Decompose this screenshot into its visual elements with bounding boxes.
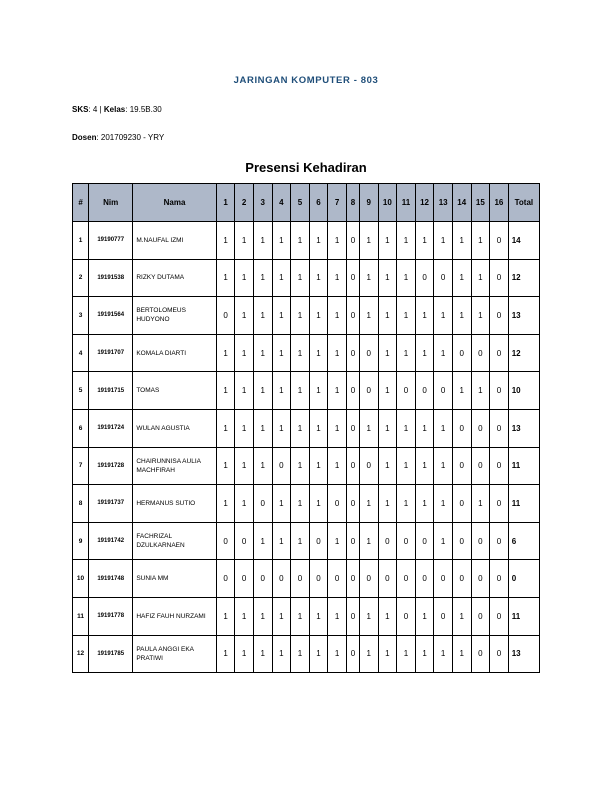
attendance-cell: 0	[328, 560, 347, 598]
attendance-cell: 1	[253, 259, 272, 297]
attendance-cell: 1	[216, 635, 235, 673]
nim-cell: 19191742	[89, 522, 133, 560]
attendance-cell: 1	[378, 409, 397, 447]
name-cell: SUNIA MM	[133, 560, 216, 598]
nim-cell: 19191538	[89, 259, 133, 297]
sks-label: SKS	[72, 105, 89, 114]
name-cell: PAULA ANGGI EKA PRATIWI	[133, 635, 216, 673]
attendance-cell: 0	[359, 447, 378, 485]
attendance-cell: 0	[490, 485, 509, 523]
row-number-cell: 5	[73, 372, 89, 410]
column-header: 6	[309, 184, 328, 222]
attendance-cell: 1	[253, 635, 272, 673]
lecturer-info-line	[72, 133, 164, 142]
course-info-line	[72, 105, 162, 114]
total-cell: 14	[508, 222, 539, 260]
attendance-cell: 1	[378, 635, 397, 673]
attendance-cell: 0	[397, 522, 416, 560]
nim-cell: 19191748	[89, 560, 133, 598]
column-header: 9	[359, 184, 378, 222]
row-number-cell: 2	[73, 259, 89, 297]
attendance-cell: 1	[291, 597, 310, 635]
attendance-cell: 1	[309, 222, 328, 260]
attendance-cell: 1	[378, 372, 397, 410]
attendance-cell: 1	[291, 635, 310, 673]
attendance-cell: 1	[272, 297, 291, 335]
column-header: 2	[235, 184, 254, 222]
attendance-cell: 1	[291, 259, 310, 297]
attendance-cell: 1	[434, 447, 453, 485]
attendance-cell: 1	[434, 222, 453, 260]
total-cell: 10	[508, 372, 539, 410]
attendance-cell: 1	[272, 409, 291, 447]
attendance-cell: 1	[328, 522, 347, 560]
attendance-cell: 1	[359, 485, 378, 523]
attendance-cell: 1	[359, 297, 378, 335]
attendance-cell: 1	[415, 409, 434, 447]
table-body	[73, 222, 540, 673]
column-header: Total	[508, 184, 539, 222]
attendance-cell: 1	[216, 447, 235, 485]
attendance-cell: 1	[216, 409, 235, 447]
attendance-cell: 1	[328, 447, 347, 485]
row-number-cell: 10	[73, 560, 89, 598]
kelas-value: : 19.5B.30	[125, 105, 162, 114]
column-header: 13	[434, 184, 453, 222]
total-cell: 11	[508, 485, 539, 523]
attendance-cell: 0	[378, 522, 397, 560]
attendance-cell: 0	[471, 560, 490, 598]
attendance-cell: 1	[235, 222, 254, 260]
attendance-cell: 1	[309, 635, 328, 673]
attendance-cell: 1	[272, 635, 291, 673]
attendance-cell: 1	[452, 297, 471, 335]
total-cell: 11	[508, 447, 539, 485]
attendance-cell: 0	[346, 334, 359, 372]
attendance-cell: 1	[434, 485, 453, 523]
attendance-cell: 1	[397, 222, 416, 260]
attendance-cell: 1	[253, 222, 272, 260]
attendance-cell: 0	[328, 485, 347, 523]
attendance-cell: 1	[434, 297, 453, 335]
attendance-cell: 0	[452, 522, 471, 560]
attendance-cell: 1	[415, 485, 434, 523]
attendance-cell: 1	[253, 522, 272, 560]
attendance-cell: 1	[397, 334, 416, 372]
attendance-cell: 1	[378, 447, 397, 485]
name-cell: M.NAUFAL IZMI	[133, 222, 216, 260]
attendance-cell: 1	[359, 597, 378, 635]
attendance-cell: 1	[471, 485, 490, 523]
attendance-cell: 1	[397, 297, 416, 335]
attendance-cell: 1	[378, 297, 397, 335]
name-cell: RIZKY DUTAMA	[133, 259, 216, 297]
attendance-cell: 0	[490, 447, 509, 485]
attendance-cell: 0	[397, 560, 416, 598]
attendance-cell: 0	[359, 372, 378, 410]
attendance-cell: 1	[397, 447, 416, 485]
attendance-cell: 0	[346, 597, 359, 635]
attendance-cell: 1	[253, 334, 272, 372]
attendance-cell: 1	[378, 334, 397, 372]
attendance-cell: 1	[272, 222, 291, 260]
attendance-cell: 0	[378, 560, 397, 598]
attendance-cell: 0	[471, 334, 490, 372]
attendance-cell: 1	[359, 222, 378, 260]
attendance-cell: 0	[490, 522, 509, 560]
attendance-cell: 0	[452, 447, 471, 485]
column-header: 8	[346, 184, 359, 222]
attendance-cell: 0	[452, 560, 471, 598]
nim-cell: 19191715	[89, 372, 133, 410]
attendance-cell: 1	[309, 597, 328, 635]
nim-cell: 19190777	[89, 222, 133, 260]
table-row	[73, 635, 540, 673]
attendance-cell: 0	[216, 560, 235, 598]
row-number-cell: 11	[73, 597, 89, 635]
attendance-cell: 1	[378, 222, 397, 260]
attendance-cell: 1	[309, 409, 328, 447]
kelas-label: Kelas	[103, 105, 126, 114]
attendance-cell: 0	[309, 560, 328, 598]
attendance-cell: 1	[216, 222, 235, 260]
attendance-cell: 1	[359, 635, 378, 673]
row-number-cell: 9	[73, 522, 89, 560]
table-header-row	[73, 184, 540, 222]
attendance-cell: 1	[359, 409, 378, 447]
table-row	[73, 372, 540, 410]
attendance-cell: 0	[216, 297, 235, 335]
attendance-cell: 1	[216, 334, 235, 372]
attendance-cell: 0	[346, 485, 359, 523]
table-row	[73, 597, 540, 635]
attendance-cell: 0	[490, 297, 509, 335]
table-row	[73, 297, 540, 335]
attendance-cell: 1	[253, 447, 272, 485]
attendance-cell: 0	[471, 409, 490, 447]
column-header: 1	[216, 184, 235, 222]
attendance-cell: 1	[359, 259, 378, 297]
attendance-cell: 0	[490, 222, 509, 260]
attendance-cell: 1	[309, 297, 328, 335]
table-row	[73, 409, 540, 447]
attendance-cell: 1	[359, 522, 378, 560]
attendance-cell: 0	[415, 372, 434, 410]
attendance-cell: 0	[346, 522, 359, 560]
sks-value: : 4 |	[88, 105, 102, 114]
attendance-cell: 1	[235, 485, 254, 523]
attendance-cell: 0	[359, 560, 378, 598]
attendance-cell: 0	[346, 635, 359, 673]
attendance-cell: 0	[452, 409, 471, 447]
attendance-cell: 0	[490, 560, 509, 598]
attendance-cell: 1	[235, 297, 254, 335]
attendance-cell: 1	[415, 447, 434, 485]
attendance-cell: 1	[272, 259, 291, 297]
table-row	[73, 485, 540, 523]
attendance-cell: 1	[434, 522, 453, 560]
attendance-cell: 0	[471, 635, 490, 673]
attendance-cell: 1	[471, 372, 490, 410]
attendance-cell: 0	[490, 635, 509, 673]
attendance-cell: 0	[471, 522, 490, 560]
attendance-cell: 0	[397, 372, 416, 410]
attendance-cell: 0	[346, 222, 359, 260]
table-row	[73, 334, 540, 372]
attendance-cell: 0	[434, 560, 453, 598]
attendance-cell: 0	[415, 522, 434, 560]
attendance-cell: 1	[253, 297, 272, 335]
attendance-cell: 1	[471, 297, 490, 335]
attendance-cell: 0	[216, 522, 235, 560]
row-number-cell: 3	[73, 297, 89, 335]
name-cell: HERMANUS SUTIO	[133, 485, 216, 523]
attendance-cell: 1	[397, 635, 416, 673]
table-row	[73, 522, 540, 560]
attendance-cell: 0	[397, 597, 416, 635]
attendance-cell: 0	[415, 259, 434, 297]
table-row	[73, 560, 540, 598]
attendance-heading: Presensi Kehadiran	[245, 160, 367, 175]
total-cell: 13	[508, 635, 539, 673]
total-cell: 12	[508, 334, 539, 372]
attendance-cell: 1	[235, 635, 254, 673]
attendance-cell: 1	[328, 409, 347, 447]
column-header: 10	[378, 184, 397, 222]
attendance-cell: 1	[235, 597, 254, 635]
attendance-cell: 1	[291, 372, 310, 410]
attendance-cell: 1	[328, 372, 347, 410]
attendance-cell: 1	[452, 259, 471, 297]
attendance-cell: 1	[397, 409, 416, 447]
attendance-cell: 1	[415, 635, 434, 673]
attendance-cell: 1	[272, 372, 291, 410]
attendance-cell: 1	[291, 222, 310, 260]
attendance-cell: 1	[434, 334, 453, 372]
attendance-cell: 1	[272, 485, 291, 523]
column-header: 15	[471, 184, 490, 222]
name-cell: KOMALA DIARTI	[133, 334, 216, 372]
attendance-cell: 1	[328, 597, 347, 635]
name-cell: FACHRIZAL DZULKARNAEN	[133, 522, 216, 560]
name-cell: CHAIRUNNISA AULIA MACHFIRAH	[133, 447, 216, 485]
nim-cell: 19191564	[89, 297, 133, 335]
attendance-cell: 0	[415, 560, 434, 598]
attendance-cell: 1	[415, 222, 434, 260]
attendance-cell: 1	[415, 334, 434, 372]
total-cell: 13	[508, 297, 539, 335]
attendance-cell: 0	[490, 597, 509, 635]
attendance-table	[72, 183, 540, 673]
nim-cell: 19191728	[89, 447, 133, 485]
attendance-cell: 1	[378, 485, 397, 523]
attendance-cell: 1	[235, 372, 254, 410]
table-row	[73, 222, 540, 260]
column-header: #	[73, 184, 89, 222]
attendance-cell: 1	[452, 222, 471, 260]
attendance-cell: 0	[490, 372, 509, 410]
attendance-cell: 1	[328, 334, 347, 372]
attendance-cell: 1	[328, 635, 347, 673]
row-number-cell: 7	[73, 447, 89, 485]
attendance-cell: 1	[216, 485, 235, 523]
attendance-cell: 0	[490, 409, 509, 447]
attendance-cell: 1	[291, 447, 310, 485]
attendance-cell: 0	[434, 259, 453, 297]
attendance-cell: 1	[291, 485, 310, 523]
column-header: Nama	[133, 184, 216, 222]
attendance-cell: 1	[309, 334, 328, 372]
attendance-cell: 1	[434, 409, 453, 447]
attendance-cell: 1	[434, 635, 453, 673]
name-cell: WULAN AGUSTIA	[133, 409, 216, 447]
attendance-cell: 1	[378, 597, 397, 635]
attendance-cell: 1	[216, 372, 235, 410]
row-number-cell: 12	[73, 635, 89, 673]
nim-cell: 19191785	[89, 635, 133, 673]
row-number-cell: 1	[73, 222, 89, 260]
attendance-cell: 1	[235, 259, 254, 297]
attendance-cell: 1	[216, 597, 235, 635]
attendance-cell: 1	[328, 297, 347, 335]
attendance-cell: 1	[309, 447, 328, 485]
attendance-cell: 1	[291, 409, 310, 447]
attendance-cell: 1	[253, 409, 272, 447]
attendance-cell: 0	[346, 297, 359, 335]
attendance-cell: 1	[415, 597, 434, 635]
attendance-cell: 1	[272, 522, 291, 560]
column-header: 3	[253, 184, 272, 222]
attendance-cell: 1	[253, 372, 272, 410]
document-title: JARINGAN KOMPUTER - 803	[233, 75, 379, 86]
attendance-cell: 1	[253, 597, 272, 635]
dosen-value: : 201709230 - YRY	[96, 133, 165, 142]
attendance-cell: 0	[235, 560, 254, 598]
column-header: 7	[328, 184, 347, 222]
attendance-cell: 1	[309, 485, 328, 523]
attendance-cell: 1	[309, 259, 328, 297]
name-cell: HAFIZ FAUH NURZAMI	[133, 597, 216, 635]
nim-cell: 19191724	[89, 409, 133, 447]
row-number-cell: 4	[73, 334, 89, 372]
column-header: 5	[291, 184, 310, 222]
attendance-cell: 1	[415, 297, 434, 335]
attendance-cell: 0	[346, 447, 359, 485]
attendance-cell: 0	[346, 372, 359, 410]
name-cell: TOMAS	[133, 372, 216, 410]
attendance-cell: 0	[253, 485, 272, 523]
attendance-cell: 0	[434, 597, 453, 635]
attendance-cell: 0	[434, 372, 453, 410]
table-row	[73, 447, 540, 485]
attendance-cell: 0	[471, 597, 490, 635]
attendance-cell: 0	[235, 522, 254, 560]
attendance-cell: 0	[272, 447, 291, 485]
attendance-cell: 1	[397, 485, 416, 523]
attendance-cell: 0	[359, 334, 378, 372]
row-number-cell: 6	[73, 409, 89, 447]
attendance-cell: 1	[378, 259, 397, 297]
table-row	[73, 259, 540, 297]
attendance-cell: 0	[490, 334, 509, 372]
attendance-cell: 0	[272, 560, 291, 598]
attendance-cell: 1	[235, 334, 254, 372]
total-cell: 13	[508, 409, 539, 447]
total-cell: 6	[508, 522, 539, 560]
attendance-cell: 1	[328, 259, 347, 297]
attendance-cell: 1	[235, 409, 254, 447]
attendance-cell: 0	[346, 259, 359, 297]
column-header: 4	[272, 184, 291, 222]
column-header: Nim	[89, 184, 133, 222]
column-header: 14	[452, 184, 471, 222]
attendance-cell: 0	[452, 334, 471, 372]
attendance-cell: 1	[309, 372, 328, 410]
attendance-cell: 1	[397, 259, 416, 297]
attendance-cell: 0	[346, 560, 359, 598]
attendance-cell: 1	[471, 222, 490, 260]
column-header: 11	[397, 184, 416, 222]
attendance-cell: 1	[291, 522, 310, 560]
attendance-cell: 1	[471, 259, 490, 297]
attendance-cell: 1	[216, 259, 235, 297]
attendance-cell: 1	[272, 597, 291, 635]
attendance-cell: 0	[452, 485, 471, 523]
attendance-cell: 0	[291, 560, 310, 598]
column-header: 12	[415, 184, 434, 222]
nim-cell: 19191778	[89, 597, 133, 635]
attendance-cell: 0	[253, 560, 272, 598]
total-cell: 0	[508, 560, 539, 598]
attendance-cell: 1	[328, 222, 347, 260]
attendance-cell: 0	[309, 522, 328, 560]
attendance-cell: 1	[452, 635, 471, 673]
nim-cell: 19191707	[89, 334, 133, 372]
row-number-cell: 8	[73, 485, 89, 523]
attendance-cell: 1	[235, 447, 254, 485]
dosen-label: Dosen	[72, 133, 97, 142]
total-cell: 12	[508, 259, 539, 297]
name-cell: BERTOLOMEUS HUDYONO	[133, 297, 216, 335]
attendance-cell: 1	[452, 597, 471, 635]
attendance-cell: 1	[272, 334, 291, 372]
attendance-cell: 0	[346, 409, 359, 447]
column-header: 16	[490, 184, 509, 222]
attendance-cell: 0	[471, 447, 490, 485]
attendance-cell: 1	[291, 297, 310, 335]
nim-cell: 19191737	[89, 485, 133, 523]
attendance-cell: 1	[452, 372, 471, 410]
attendance-cell: 1	[291, 334, 310, 372]
total-cell: 11	[508, 597, 539, 635]
attendance-cell: 0	[490, 259, 509, 297]
